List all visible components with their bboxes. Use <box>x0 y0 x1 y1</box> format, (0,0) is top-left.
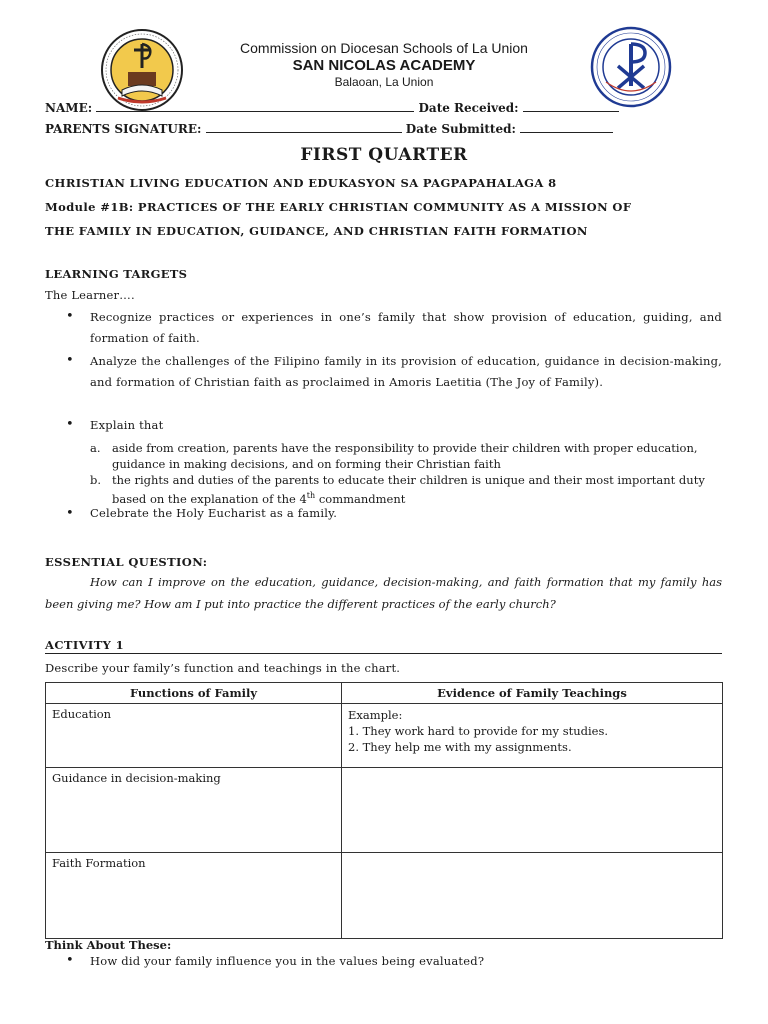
table-row <box>46 704 723 768</box>
bullet-icon: • <box>66 953 74 968</box>
family-teachings-table <box>45 682 723 939</box>
module-title-line1: Module #1B: PRACTICES OF THE EARLY CHRISTIAN COMMUNITY AS A MISSION OF <box>45 200 632 214</box>
think-item-1: How did your family influence you in the values being evaluated? <box>90 954 485 968</box>
function-cell: Faith Formation <box>46 853 342 939</box>
target-3: Explain that <box>90 418 164 432</box>
activity-heading: ACTIVITY 1 <box>45 638 722 654</box>
sub-a-label: a. <box>90 441 101 455</box>
table-row <box>46 853 723 939</box>
bullet-icon: • <box>66 506 74 521</box>
name-blank[interactable] <box>96 101 414 112</box>
quarter-title: FIRST QUARTER <box>300 145 468 165</box>
target-3b: the rights and duties of the parents to educate their children is unique and their most important duty based on the explanation of the 4th commandment <box>112 473 705 506</box>
commission-name: Commission on Diocesan Schools of La Union <box>240 40 528 56</box>
evidence-cell[interactable]: Example: 1. They work hard to provide for my studies. 2. They help me with my assignments. <box>342 704 723 768</box>
target-4: Celebrate the Holy Eucharist as a family. <box>90 506 338 520</box>
name-label: NAME: <box>45 101 93 115</box>
learning-targets-heading: LEARNING TARGETS <box>45 267 188 281</box>
sub-b-label: b. <box>90 473 102 487</box>
function-cell: Education <box>46 704 342 768</box>
date-received-blank[interactable] <box>523 101 619 112</box>
parents-signature-label: PARENTS SIGNATURE: <box>45 122 202 136</box>
activity-instruction: Describe your family’s function and teachings in the chart. <box>45 661 401 675</box>
date-received-label: Date Received: <box>418 101 519 115</box>
target-3a: aside from creation, parents have the responsibility to provide their children with proper education, guidance in making decisions, and on forming their Christian faith <box>112 441 698 471</box>
name-field-row <box>45 101 619 115</box>
think-heading: Think About These: <box>45 938 172 952</box>
column-header: Functions of Family <box>46 683 342 704</box>
subject-title: CHRISTIAN LIVING EDUCATION AND EDUKASYON SA PAGPAPAHALAGA 8 <box>45 176 557 190</box>
date-submitted-blank[interactable] <box>520 122 613 133</box>
target-1: Recognize practices or experiences in one’s family that show provision of education, guiding, and formation of faith. <box>90 310 722 345</box>
function-cell: Guidance in decision-making <box>46 768 342 853</box>
parents-signature-row <box>45 122 613 136</box>
learner-intro: The Learner…. <box>45 288 135 302</box>
school-name: SAN NICOLAS ACADEMY <box>292 57 476 74</box>
module-title-line2: THE FAMILY IN EDUCATION, GUIDANCE, AND CHRISTIAN FAITH FORMATION <box>45 224 588 238</box>
essential-question-heading: ESSENTIAL QUESTION: <box>45 555 208 569</box>
evidence-cell[interactable] <box>342 768 723 853</box>
school-location: Balaoan, La Union <box>334 75 434 89</box>
bullet-icon: • <box>66 417 74 432</box>
bullet-icon: • <box>66 309 74 324</box>
target-2: Analyze the challenges of the Filipino family in its provision of education, guidance in decision-making, and formation of Christian faith as proclaimed in Amoris Laetitia (The Joy of Family). <box>90 354 722 389</box>
column-header: Evidence of Family Teachings <box>342 683 723 704</box>
evidence-cell[interactable] <box>342 853 723 939</box>
parents-signature-blank[interactable] <box>206 122 402 133</box>
table-row <box>46 768 723 853</box>
bullet-icon: • <box>66 353 74 368</box>
date-submitted-label: Date Submitted: <box>405 122 516 136</box>
essential-question-text: How can I improve on the education, guidance, decision-making, and faith formation that my family has been giving me? How am I put into practice the different practices of the early church? <box>45 575 722 611</box>
